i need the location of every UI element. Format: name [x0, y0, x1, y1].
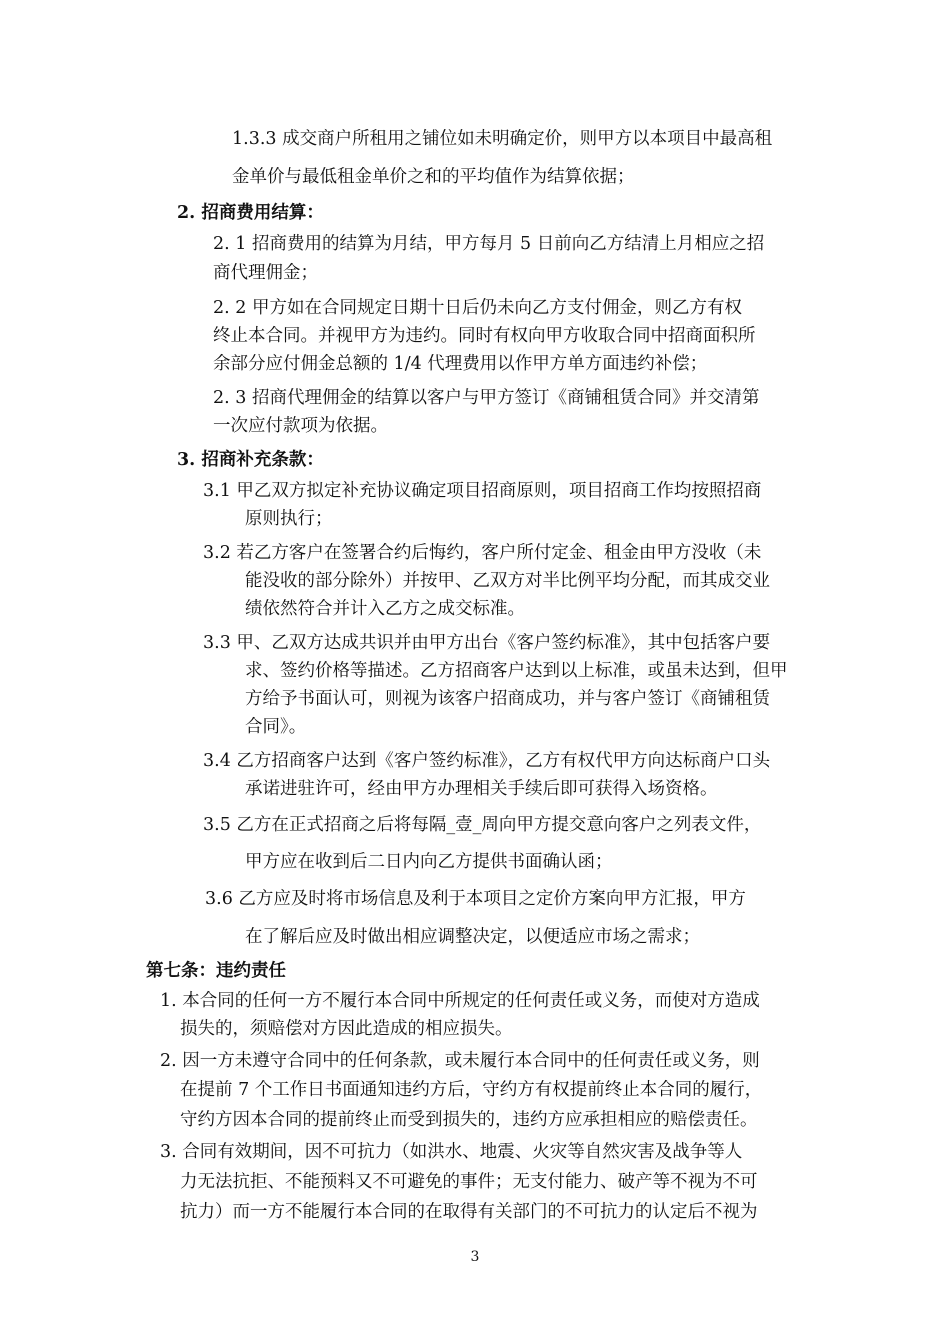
clause-3-3-line-3: 方给予书面认可，则视为该客户招商成功，并与客户签订《商铺租赁	[245, 689, 770, 709]
article-7-item-2-line-3: 守约方因本合同的提前终止而受到损失的，违约方应承担相应的赔偿责任。	[180, 1110, 758, 1130]
clause-3-4-line-2: 承诺进驻许可，经由甲方办理相关手续后即可获得入场资格。	[245, 779, 718, 799]
clause-3-6-line-2: 在了解后应及时做出相应调整决定，以便适应市场之需求；	[245, 927, 700, 947]
article-7-item-1-line-1: 1. 本合同的任何一方不履行本合同中所规定的任何责任或义务，而使对方造成	[160, 991, 760, 1011]
clause-2-3-line-1: 2. 3 招商代理佣金的结算以客户与甲方签订《商铺租赁合同》并交清第	[213, 388, 760, 408]
clause-3-1-line-2: 原则执行；	[245, 509, 333, 529]
clause-3-5-line-1: 3.5 乙方在正式招商之后将每隔_壹_周向甲方提交意向客户之列表文件，	[203, 815, 762, 835]
page-number: 3	[470, 1249, 480, 1265]
clause-3-2-line-3: 绩依然符合并计入乙方之成交标准。	[245, 599, 525, 619]
clause-3-3-line-2: 求、签约价格等描述。乙方招商客户达到以上标准，或虽未达到，但甲	[245, 661, 788, 681]
clause-2-2-line-3: 余部分应付佣金总额的 1/4 代理费用以作甲方单方面违约补偿；	[213, 354, 708, 374]
clause-3-3-line-1: 3.3 甲、乙双方达成共识并由甲方出台《客户签约标准》，其中包括客户要	[203, 633, 771, 653]
clause-2-2-line-1: 2. 2 甲方如在合同规定日期十日后仍未向乙方支付佣金，则乙方有权	[213, 298, 742, 318]
article-7-item-2-line-1: 2. 因一方未遵守合同中的任何条款，或未履行本合同中的任何责任或义务，则	[160, 1051, 760, 1071]
clause-3-3-line-4: 合同》。	[245, 717, 307, 737]
article-7-item-3-line-3: 抗力）而一方不能履行本合同的在取得有关部门的不可抗力的认定后不视为	[180, 1202, 758, 1222]
article-7-item-3-line-1: 3. 合同有效期间，因不可抗力（如洪水、地震、火灾等自然灾害及战争等人	[160, 1142, 743, 1162]
clause-3-2-line-2: 能没收的部分除外）并按甲、乙双方对半比例平均分配，而其成交业	[245, 571, 770, 591]
clause-1-3-3-line-2: 金单价与最低租金单价之和的平均值作为结算依据；	[232, 167, 635, 187]
article-7-heading: 第七条：违约责任	[146, 961, 286, 981]
clause-3-5-line-2: 甲方应在收到后二日内向乙方提供书面确认函；	[245, 852, 613, 872]
clause-3-1-line-1: 3.1 甲乙双方拟定补充协议确定项目招商原则，项目招商工作均按照招商	[203, 481, 762, 501]
clause-3-4-line-1: 3.4 乙方招商客户达到《客户签约标准》，乙方有权代甲方向达标商户口头	[203, 751, 771, 771]
section-3-heading: 3. 招商补充条款：	[177, 450, 324, 470]
clause-1-3-3-line-1: 1.3.3 成交商户所租用之铺位如未明确定价，则甲方以本项目中最高租	[232, 129, 773, 149]
clause-3-2-line-1: 3.2 若乙方客户在签署合约后悔约，客户所付定金、租金由甲方没收（未	[203, 543, 762, 563]
clause-2-2-line-2: 终止本合同。并视甲方为违约。同时有权向甲方收取合同中招商面积所	[213, 326, 756, 346]
section-2-heading: 2. 招商费用结算：	[177, 203, 324, 223]
clause-3-6-line-1: 3.6 乙方应及时将市场信息及利于本项目之定价方案向甲方汇报，甲方	[205, 889, 746, 909]
clause-2-3-line-2: 一次应付款项为依据。	[213, 416, 388, 436]
article-7-item-2-line-2: 在提前 7 个工作日书面通知违约方后，守约方有权提前终止本合同的履行，	[180, 1080, 763, 1100]
clause-2-1-line-2: 商代理佣金；	[213, 263, 318, 283]
clause-2-1-line-1: 2. 1 招商费用的结算为月结，甲方每月 5 日前向乙方结清上月相应之招	[213, 234, 765, 254]
article-7-item-3-line-2: 力无法抗拒、不能预料又不可避免的事件；无支付能力、破产等不视为不可	[180, 1172, 758, 1192]
article-7-item-1-line-2: 损失的，须赔偿对方因此造成的相应损失。	[180, 1019, 513, 1039]
